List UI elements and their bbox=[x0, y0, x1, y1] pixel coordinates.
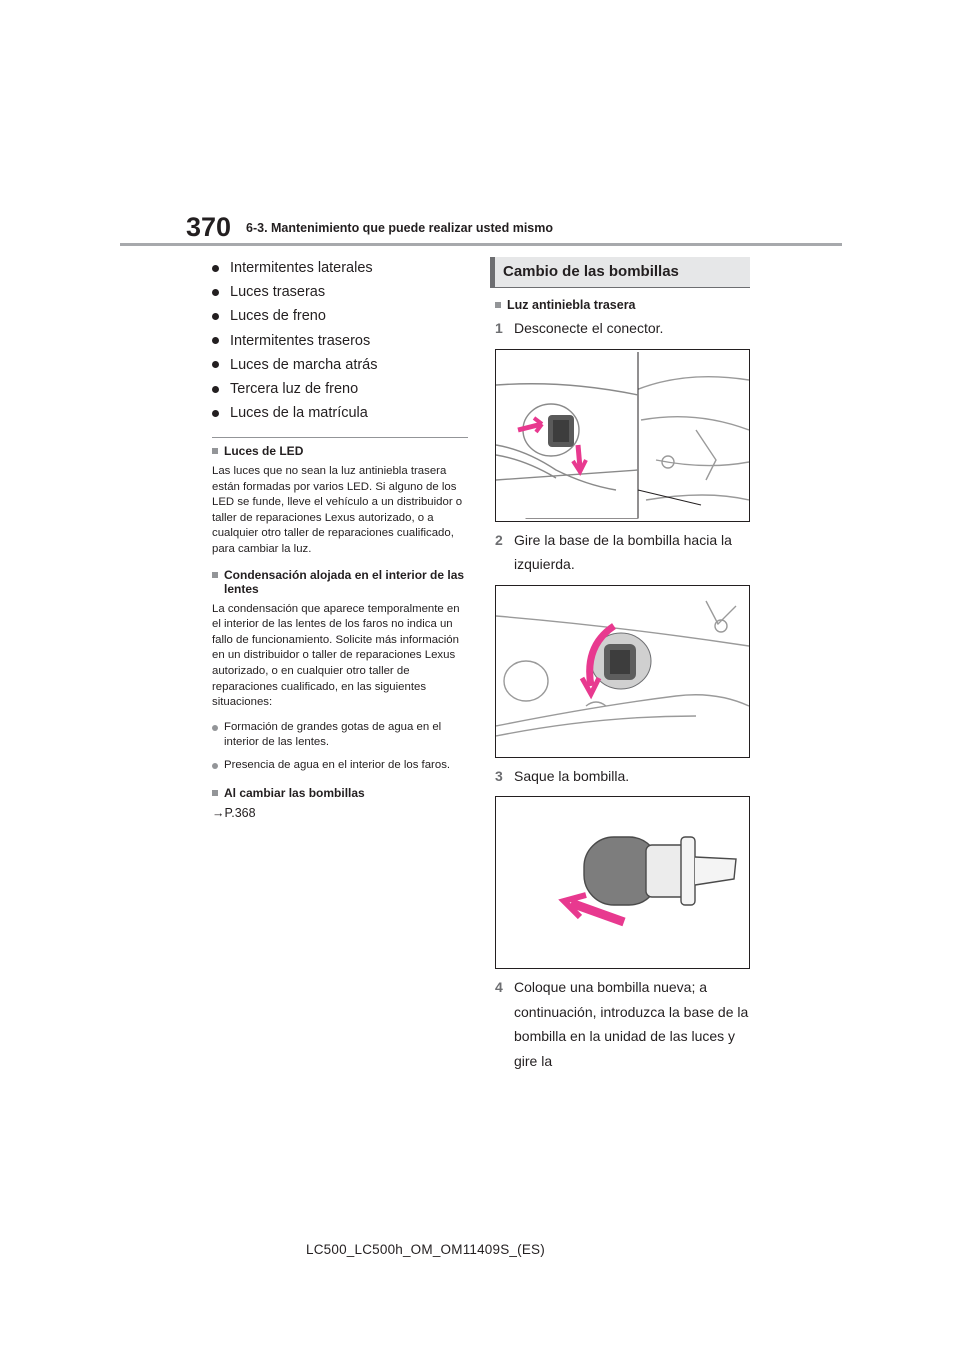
banner-accent bbox=[490, 257, 495, 287]
page-number: 370 bbox=[186, 212, 232, 242]
list-item: Presencia de agua en el interior de los faros. bbox=[212, 758, 470, 774]
bullet-icon bbox=[212, 313, 219, 320]
bulb-illustration bbox=[496, 797, 749, 968]
figure-connector bbox=[495, 349, 750, 522]
connector-illustration bbox=[496, 350, 749, 521]
figure-remove-bulb bbox=[495, 796, 750, 969]
turn-base-illustration bbox=[496, 586, 749, 757]
step-2 bbox=[495, 528, 750, 577]
step-number: 1 bbox=[495, 320, 503, 336]
list-item: Intermitentes laterales bbox=[212, 256, 472, 280]
step-text: Gire la base de la bombilla hacia la izquierda. bbox=[514, 531, 732, 572]
list-item: Intermitentes traseros bbox=[212, 329, 472, 353]
figure-turn-base bbox=[495, 585, 750, 758]
note-heading-led: Luces de LED bbox=[212, 444, 470, 458]
bulb-list bbox=[212, 256, 472, 425]
bullet-icon bbox=[212, 410, 219, 417]
list-item: Luces de freno bbox=[212, 304, 472, 328]
step-4 bbox=[495, 975, 750, 1073]
note-text-condensation: La condensación que aparece temporalmente en el interior de las lentes de los faros no indica un fallo de funcionamiento. Solicite más información en un distribuidor o taller de reparaciones Lexus autorizado, o en cualquier otro taller de reparaciones cualificado, en las siguientes situaciones: bbox=[212, 602, 460, 709]
procedure-column bbox=[495, 298, 750, 1073]
square-bullet-icon bbox=[212, 790, 218, 796]
list-item: Luces de la matrícula bbox=[212, 401, 472, 425]
section-banner bbox=[490, 257, 750, 287]
footer-code: LC500_LC500h_OM_OM11409S_(ES) bbox=[306, 1242, 545, 1257]
note-text-led: Las luces que no sean la luz antiniebla trasera están formadas por varios LED. Si alguno de los LED se funde, lleve el vehículo a un distribuidor o taller de reparaciones Lexus autorizado, o a cualquier otro taller de reparaciones cualificado, para cambiar la luz. bbox=[212, 465, 463, 555]
list-item: Tercera luz de freno bbox=[212, 377, 472, 401]
section-title: 6-3. Mantenimiento que puede realizar usted mismo bbox=[246, 221, 554, 235]
step-text: Desconecte el conector. bbox=[514, 320, 664, 336]
square-bullet-icon bbox=[212, 448, 218, 454]
step-number: 3 bbox=[495, 767, 503, 784]
subheading: Luz antiniebla trasera bbox=[495, 298, 750, 312]
square-bullet-icon bbox=[212, 572, 218, 578]
list-item: Luces traseras bbox=[212, 280, 472, 304]
banner-title: Cambio de las bombillas bbox=[503, 263, 679, 280]
step-text: Coloque una bombilla nueva; a continuación, introduzca la base de la bombilla en la unidad de las luces y gire la bbox=[514, 979, 749, 1069]
list-item: Formación de grandes gotas de agua en el interior de las lentes. bbox=[212, 720, 470, 751]
circle-bullet-icon bbox=[212, 725, 218, 731]
bullet-icon bbox=[212, 337, 219, 344]
list-item: Luces de marcha atrás bbox=[212, 353, 472, 377]
step-1 bbox=[495, 316, 750, 341]
step-number: 4 bbox=[495, 979, 503, 995]
banner-underline bbox=[490, 287, 750, 288]
note-heading-condensation: Condensación alojada en el interior de las lentes bbox=[212, 568, 470, 596]
circle-bullet-icon bbox=[212, 763, 218, 769]
header-rule bbox=[120, 243, 842, 246]
step-3 bbox=[495, 764, 750, 789]
step-text: Saque la bombilla. bbox=[514, 767, 630, 784]
bullet-icon bbox=[212, 361, 219, 368]
bullet-icon bbox=[212, 265, 219, 272]
note-heading-replacing: Al cambiar las bombillas bbox=[212, 786, 470, 800]
page-reference-link[interactable]: →P.368 bbox=[212, 805, 256, 820]
step-number: 2 bbox=[495, 531, 503, 548]
bullet-icon bbox=[212, 289, 219, 296]
notes-divider bbox=[212, 437, 468, 438]
bullet-icon bbox=[212, 386, 219, 393]
square-bullet-icon bbox=[495, 302, 501, 308]
notes-column bbox=[212, 444, 470, 821]
